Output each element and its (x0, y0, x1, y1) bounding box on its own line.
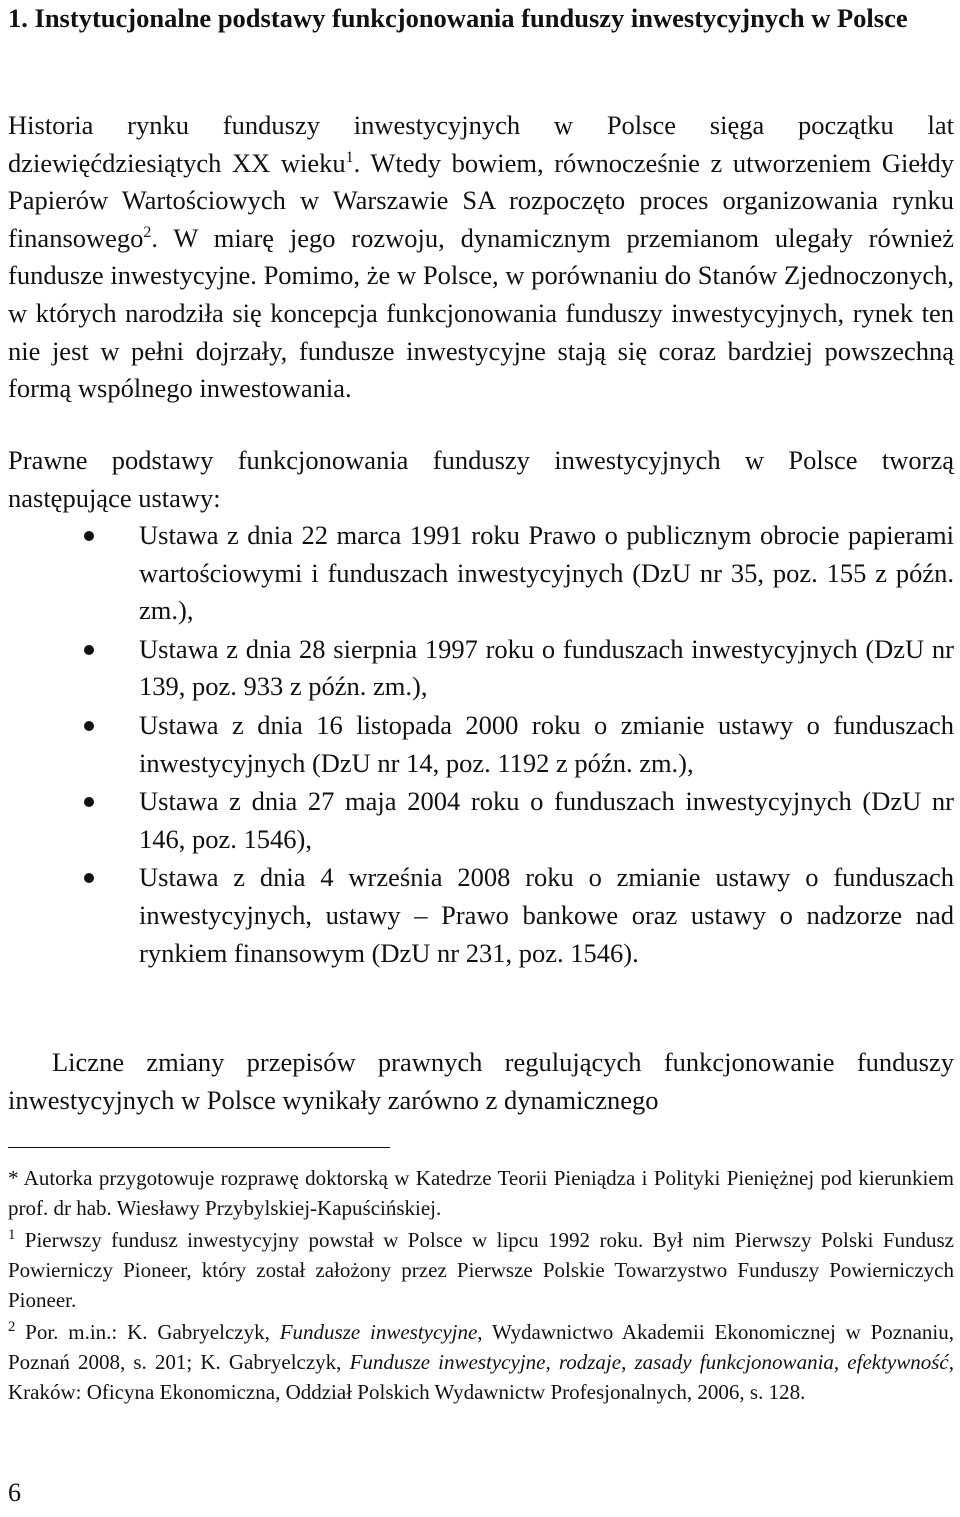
footnote-1-mark: 1 (8, 1227, 16, 1243)
closing-paragraph: Liczne zmiany przepisów prawnych regulujących funkcjonowanie funduszy inwestycyjnych w Polsce wynikały zarówno z dynamicznego (8, 1047, 954, 1115)
list-item-text: Ustawa z dnia 22 marca 1991 roku Prawo o publicznym obrocie papierami wartościowymi i funduszach inwestycyjnych (DzU nr 35, poz. 155 z późn. zm.), (139, 520, 954, 626)
list-item (8, 783, 954, 858)
intro-text-part3: . W miarę jego rozwoju, dynamicznym przemianom ulegały również fundusze inwestycyjne. Pomimo, że w Polsce, w porównaniu do Stanów Zjednoczonych, w których narodziła się koncepcja funkcjonowania funduszy inwestycyjnych, rynek ten nie jest w pełni dojrzały, fundusze inwestycyjne stają się coraz bardziej powszechną formą wspólnego inwestowania. (8, 222, 954, 404)
section-heading: 1. Instytucjonalne podstawy funkcjonowania funduszy inwestycyjnych w Polsce (8, 3, 908, 33)
author-footnote: * Autorka przygotowuje rozprawę doktorską w Katedrze Teorii Pieniądza i Polityki Pieniężnej pod kierunkiem prof. dr hab. Wiesławy Przybylskiej-Kapuścińskiej. (8, 1166, 954, 1220)
footnotes (8, 1163, 954, 1409)
list-item-text: Ustawa z dnia 16 listopada 2000 roku o zmianie ustawy o funduszach inwestycyjnych (DzU nr 14, poz. 1192 z późn. zm.), (139, 709, 954, 778)
footnote-ref-2[interactable]: 2 (143, 223, 152, 241)
footnote-2-book-title-1: Fundusze inwestycyjne (279, 1320, 478, 1344)
footnote-1 (8, 1225, 954, 1315)
list-item (8, 859, 954, 972)
footnote-2-text-a: Por. m.in.: K. Gabryelczyk, (15, 1320, 280, 1344)
intro-text-part1: Historia rynku funduszy inwestycyjnych w Polsce sięga początku lat dziewięćdziesiątych XX wieku (8, 110, 954, 178)
footnote-2-book-title-2: Fundusze inwestycyjne, rodzaje, zasady funkcjonowania, efektywność (349, 1350, 949, 1374)
laws-list (8, 517, 954, 973)
intro-paragraph (8, 107, 954, 408)
intro-text-part2: . Wtedy bowiem, równocześnie z utworzeniem Giełdy Papierów Wartościowych w Warszawie SA rozpoczęto proces organizowania rynku finansowego (8, 147, 954, 253)
bullet-icon (84, 797, 94, 807)
bullet-icon (84, 645, 94, 655)
list-item-text: Ustawa z dnia 27 maja 2004 roku o funduszach inwestycyjnych (DzU nr 146, poz. 1546), (139, 786, 954, 854)
footnote-2 (8, 1317, 954, 1407)
bullet-icon (84, 531, 94, 541)
list-item (8, 631, 954, 706)
footnote-divider (8, 1147, 390, 1148)
list-item-text: Ustawa z dnia 28 sierpnia 1997 roku o funduszach inwestycyjnych (DzU nr 139, poz. 933 z późn. zm.), (139, 633, 954, 702)
page-number: 6 (8, 1478, 21, 1507)
footnote-2-text-c: , Kraków: Oficyna Ekonomiczna, Oddział Polskich Wydawnictw Profesjonalnych, 2006, s. 128. (8, 1350, 954, 1404)
footnote-1-text: Pierwszy fundusz inwestycyjny powstał w Polsce w lipcu 1992 roku. Był nim Pierwszy Polski Fundusz Powierniczy Pioneer, który został założony przez Pierwsze Polskie Towarzystwo Funduszy Powierniczych Pioneer. (8, 1228, 954, 1312)
footnote-ref-1[interactable]: 1 (345, 148, 354, 166)
list-item-text: Ustawa z dnia 4 września 2008 roku o zmianie ustawy o funduszach inwestycyjnych, ustawy – Prawo bankowe oraz ustawy o nadzorze nad rynkiem finansowym (DzU nr 231, poz. 1546). (139, 862, 954, 968)
bullet-icon (84, 721, 94, 731)
list-item (8, 517, 954, 630)
footnote-2-text-b: , Wydawnictwo Akademii Ekonomicznej w Poznaniu, Poznań 2008, s. 201; K. Gabryelczyk, (8, 1320, 955, 1374)
bullet-icon (84, 873, 94, 883)
footnote-2-mark: 2 (8, 1319, 16, 1335)
list-item (8, 707, 954, 782)
legal-basis-paragraph: Prawne podstawy funkcjonowania funduszy inwestycyjnych w Polsce tworzą następujące ustawy: (8, 445, 954, 513)
